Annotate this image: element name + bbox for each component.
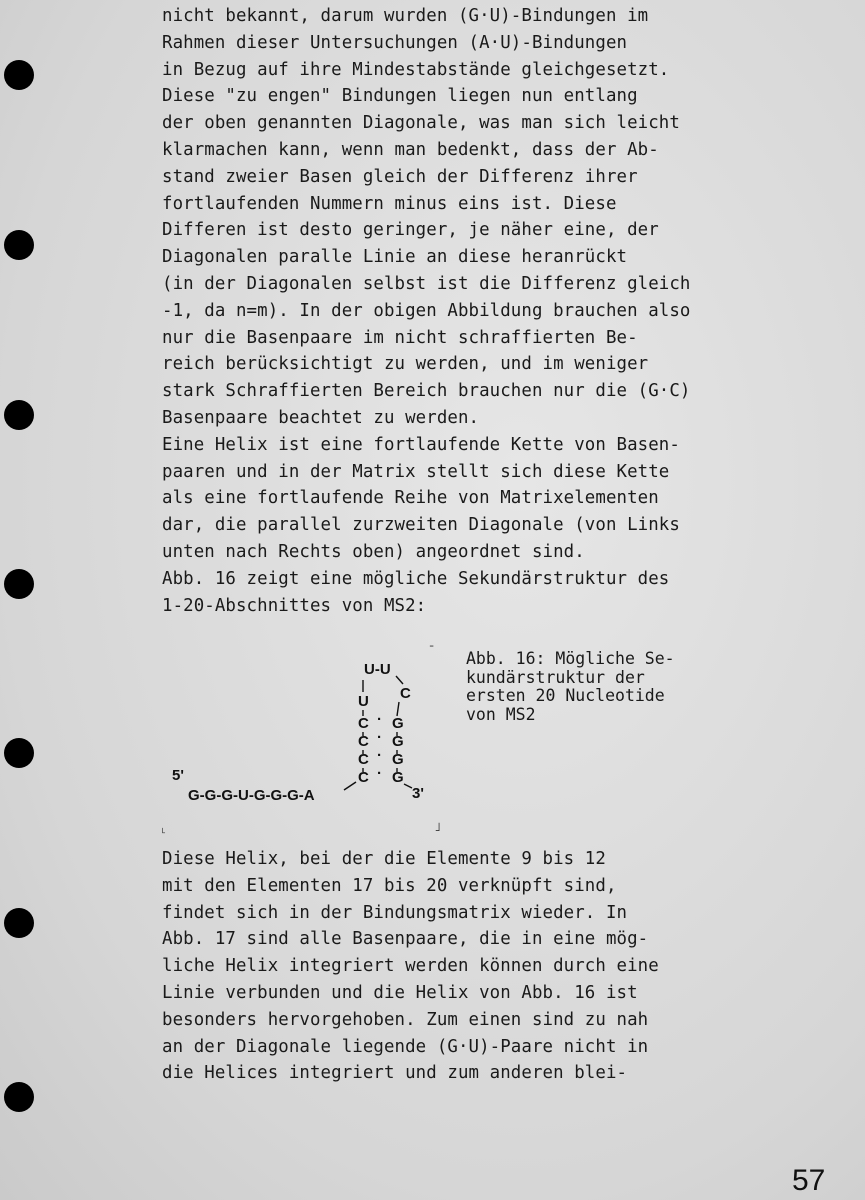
text-line: Basenpaare beachtet zu werden. <box>162 407 480 428</box>
text-line: stark Schraffierten Bereich brauchen nur die (G·C) <box>162 381 691 402</box>
linear-strand: G-G-G-U-G-G-G-A <box>188 787 315 804</box>
punch-hole-5 <box>4 738 34 768</box>
text-line: Diese Helix, bei der die Elemente 9 bis 12 <box>162 849 606 869</box>
text-line: paaren und in der Matrix stellt sich diese Kette <box>162 461 670 482</box>
text-line: reich berücksichtigt zu werden, und im weniger <box>162 354 649 375</box>
text-line: dar, die parallel zurzweiten Diagonale (von Links <box>162 515 680 536</box>
text-line: der oben genannten Diagonale, was man sich leicht <box>162 113 680 134</box>
caption-line: ersten 20 Nucleotide <box>466 686 665 706</box>
text-line: nicht bekannt, darum wurden (G·U)-Bindungen im <box>162 6 649 26</box>
left-stem-base: C <box>358 733 369 750</box>
base-pair-dot: · <box>377 711 382 728</box>
text-line: Abb. 16 zeigt eine mögliche Sekundärstruktur des <box>162 568 670 589</box>
five-prime-label: 5' <box>172 767 184 784</box>
text-line: (in der Diagonalen selbst ist die Differenz gleich <box>162 273 691 294</box>
punch-hole-6 <box>4 908 34 938</box>
left-stem-base: C <box>358 769 369 786</box>
punch-hole-3 <box>4 400 34 430</box>
text-line: Linie verbunden und die Helix von Abb. 16 ist <box>162 982 638 1003</box>
caption-line: kundärstruktur der <box>466 667 645 687</box>
text-line: liche Helix integriert werden können durch eine <box>162 956 659 977</box>
figure-caption <box>466 650 675 724</box>
right-stem-base: G <box>392 769 404 786</box>
punch-hole-2 <box>4 230 34 260</box>
figure-corner-mark: ˩ <box>434 820 442 834</box>
text-line: Rahmen dieser Untersuchungen (A·U)-Bindungen <box>162 32 628 53</box>
caption-line: Abb. 16: Mögliche Se- <box>466 649 675 668</box>
text-line: stand zweier Basen gleich der Differenz ihrer <box>162 166 638 187</box>
figure-corner-mark: ˪ <box>160 822 168 836</box>
text-line: 1-20-Abschnittes von MS2: <box>162 595 427 616</box>
text-line: Eine Helix ist eine fortlaufende Kette von Basen- <box>162 434 680 455</box>
text-line: Abb. 17 sind alle Basenpaare, die in eine mög- <box>162 929 649 950</box>
caption-line: von MS2 <box>466 704 536 724</box>
right-stem-base: C <box>400 685 411 702</box>
text-line: findet sich in der Bindungsmatrix wieder. In <box>162 902 628 923</box>
figure-abb-16 <box>160 640 460 840</box>
secondary-structure-diagram <box>160 640 460 840</box>
right-stem-base: G <box>392 751 404 768</box>
left-stem-base: C <box>358 751 369 768</box>
text-line: die Helices integriert und zum anderen blei- <box>162 1063 628 1084</box>
left-stem-base: U <box>358 693 369 710</box>
figure-corner-mark: ˉ <box>428 644 436 658</box>
right-stem-base: G <box>392 733 404 750</box>
punch-hole-7 <box>4 1082 34 1112</box>
left-stem-base: C <box>358 715 369 732</box>
body-text-bottom <box>162 846 659 1087</box>
text-line: unten nach Rechts oben) angeordnet sind. <box>162 541 585 562</box>
text-line: in Bezug auf ihre Mindestabstände gleichgesetzt. <box>162 59 670 80</box>
text-line: -1, da n=m). In der obigen Abbildung brauchen also <box>162 300 691 321</box>
body-text-top <box>162 3 691 619</box>
punch-hole-4 <box>4 569 34 599</box>
text-line: an der Diagonale liegende (G·U)-Paare nicht in <box>162 1036 649 1057</box>
three-prime-label: 3' <box>412 785 424 802</box>
base-pair-dot: · <box>377 747 382 764</box>
text-line: fortlaufenden Nummern minus eins ist. Diese <box>162 193 617 214</box>
text-line: klarmachen kann, wenn man bedenkt, dass der Ab- <box>162 139 659 160</box>
text-line: besonders hervorgehoben. Zum einen sind zu nah <box>162 1009 649 1030</box>
right-stem-base: G <box>392 715 404 732</box>
punch-hole-1 <box>4 60 34 90</box>
text-line: Differen ist desto geringer, je näher eine, der <box>162 220 659 241</box>
text-line: nur die Basenpaare im nicht schraffierten Be- <box>162 327 638 348</box>
page-number: 57 <box>792 1164 826 1197</box>
base-pair-dot: · <box>377 729 382 746</box>
text-line: mit den Elementen 17 bis 20 verknüpft sind, <box>162 875 617 896</box>
hairpin-loop: U-U <box>364 661 391 678</box>
text-line: als eine fortlaufende Reihe von Matrixelementen <box>162 488 659 509</box>
text-line: Diagonalen paralle Linie an diese heranrückt <box>162 247 628 268</box>
text-line: Diese "zu engen" Bindungen liegen nun entlang <box>162 86 638 107</box>
base-pair-dot: · <box>377 765 382 782</box>
